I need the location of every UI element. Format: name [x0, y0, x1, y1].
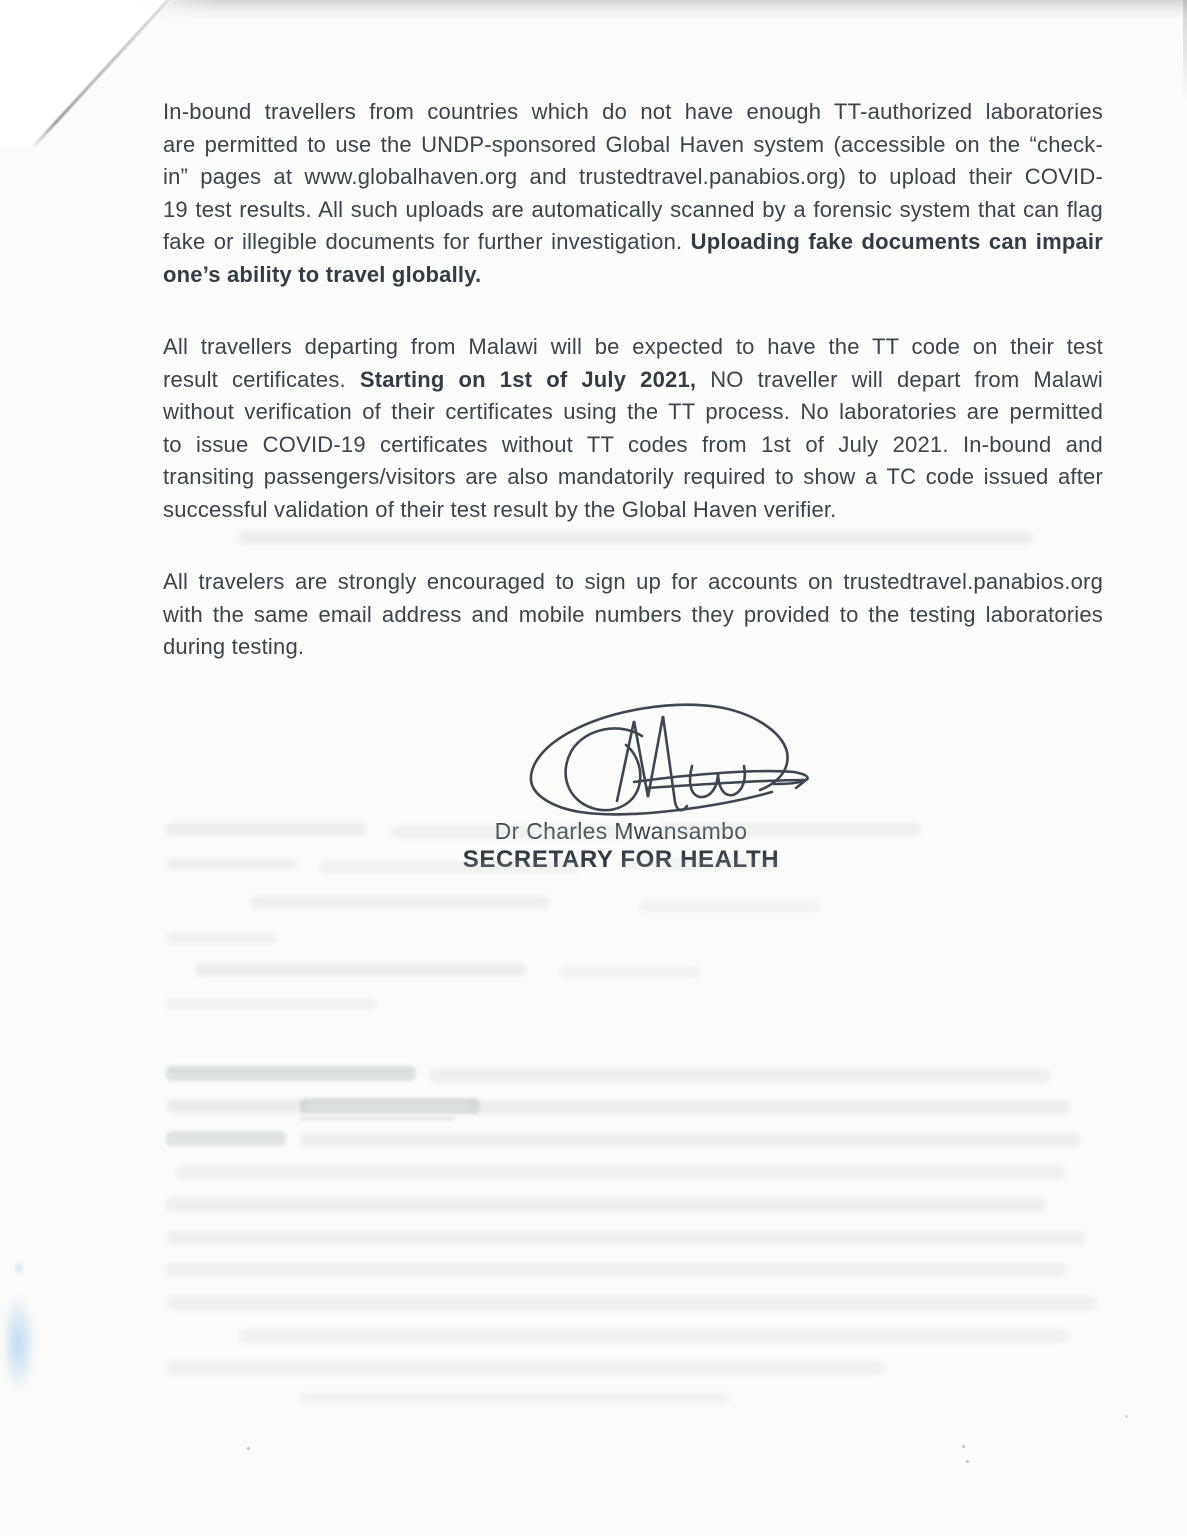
bleed-through-line — [196, 963, 526, 976]
document-line: 19 test results. All such uploads are automatically scanned by a forensic system that can flag — [163, 196, 1103, 222]
bleed-through-line — [240, 1329, 1070, 1343]
document-line: successful validation of their test result by the Global Haven verifier. — [163, 496, 837, 522]
bleed-through-line — [250, 896, 550, 909]
paper-speck — [962, 1445, 965, 1448]
bleed-through-line — [238, 531, 1033, 544]
letter-body — [163, 96, 1103, 664]
bleed-through-line — [166, 858, 296, 870]
bleed-through-line — [166, 1361, 886, 1375]
bleed-through-line — [620, 858, 780, 870]
document-line: without verification of their certificates using the TT process. No laboratories are permitted — [163, 399, 1103, 424]
bleed-through-line — [300, 1098, 480, 1114]
bleed-through-line — [166, 1131, 286, 1146]
paper-speck — [1125, 1415, 1128, 1418]
signature-image — [522, 698, 814, 820]
bleed-through-line — [166, 1231, 1086, 1245]
document-line: to issue COVID-19 certificates without TT codes from 1st of July 2021. In-bound and — [163, 431, 1103, 457]
page-fold-crease — [0, 0, 190, 170]
document-line: during testing. — [163, 634, 305, 659]
bleed-through-line — [166, 823, 366, 836]
bleed-through-line — [166, 932, 276, 944]
bleed-through-line — [300, 1133, 1080, 1147]
bleed-through-line — [166, 1296, 1096, 1310]
document-line: in” pages at www.globalhaven.org and trustedtravel.panabios.org) to upload their COVID- — [163, 164, 1103, 189]
document-line: result certificates. Starting on 1st of July 2021, NO traveller will depart from Malawi — [163, 366, 1103, 392]
bleed-through-line — [166, 1099, 306, 1113]
ink-smudge-blue — [4, 1293, 36, 1393]
bleed-through-line — [320, 861, 580, 873]
signatory-title: SECRETARY FOR HEALTH — [462, 846, 780, 873]
bleed-through-line — [390, 826, 630, 838]
paragraph — [163, 331, 1103, 526]
document-line: with the same email address and mobile numbers they provided to the testing laboratories — [163, 601, 1103, 627]
bleed-through-line — [430, 1068, 1050, 1082]
bleed-through-line — [560, 966, 700, 978]
paper-speck — [966, 1460, 969, 1463]
bleed-through-line — [166, 1198, 1046, 1212]
bleed-through-line — [640, 900, 820, 912]
document-line: are permitted to use the UNDP-sponsored Global Haven system (accessible on the “check- — [163, 131, 1103, 157]
bleed-through-line — [300, 1392, 730, 1405]
bleed-through-line — [166, 998, 376, 1010]
paragraph — [163, 566, 1103, 664]
bleed-through-line — [470, 1100, 1070, 1114]
bleed-through-line — [300, 1117, 455, 1120]
scan-shadow-right-edge — [1183, 0, 1187, 100]
document-line: one’s ability to travel globally. — [163, 261, 482, 287]
document-line: transiting passengers/visitors are also mandatorily required to show a TC code issued after — [163, 464, 1103, 489]
document-line: All travellers departing from Malawi will be expected to have the TT code on their test — [163, 334, 1103, 359]
document-line: fake or illegible documents for further investigation. Uploading fake documents can impair — [163, 229, 1103, 254]
bleed-through-line — [660, 823, 920, 836]
document-line: All travelers are strongly encouraged to sign up for accounts on trustedtravel.panabios.org — [163, 569, 1103, 594]
ink-smudge-blue-small — [14, 1260, 24, 1276]
scan-shadow-top — [128, 0, 1187, 20]
bleed-through-line — [176, 1166, 1066, 1180]
paragraph — [163, 96, 1103, 291]
paper-speck — [247, 1447, 250, 1450]
bleed-through-line — [166, 1066, 416, 1081]
bleed-through-line — [166, 1263, 1066, 1277]
document-line: In-bound travellers from countries which do not have enough TT-authorized laboratories — [163, 99, 1103, 124]
signatory-name: Dr Charles Mwansambo — [494, 818, 748, 844]
